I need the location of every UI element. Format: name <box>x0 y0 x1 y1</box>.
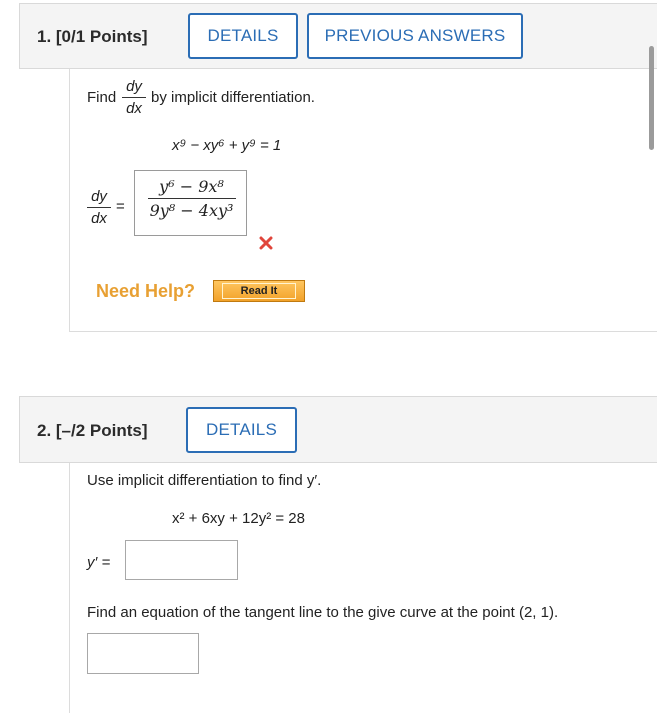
fraction-bar <box>148 198 236 199</box>
question-2-answer-label: y′ = <box>87 554 111 571</box>
scrollbar[interactable] <box>649 46 654 150</box>
question-2-title: 2. [–/2 Points] <box>37 421 148 440</box>
question-1-instruction-prefix: Find <box>87 89 117 106</box>
question-1-answer-fraction <box>143 177 240 220</box>
question-1-instruction-suffix: by implicit differentiation. <box>151 89 315 106</box>
question-2-equation: x² + 6xy + 12y² = 28 <box>172 510 305 527</box>
read-it-label: Read It <box>222 283 297 299</box>
question-1-instruction-fraction <box>122 78 146 117</box>
question-1-title: 1. [0/1 Points] <box>37 27 148 46</box>
question-2-instruction: Use implicit differentiation to find y′. <box>87 472 322 489</box>
fraction-bar <box>87 207 111 208</box>
question-2-answer-input[interactable] <box>125 540 238 580</box>
fraction-denominator: dx <box>91 210 107 227</box>
question-1-answer-box[interactable] <box>134 170 247 236</box>
question-1-answer-equals: = <box>116 198 125 215</box>
answer-denominator: 9y⁸ − 4xy³ <box>149 201 234 220</box>
question-2-tangent-input[interactable] <box>87 633 199 674</box>
question-1-previous-answers-button[interactable]: PREVIOUS ANSWERS <box>307 13 523 59</box>
question-2-body <box>69 463 657 713</box>
question-1-details-button[interactable]: DETAILS <box>188 13 298 59</box>
question-1-equation: x⁹ − xy⁶ + y⁹ = 1 <box>172 137 282 154</box>
question-1-answer-lhs <box>87 188 111 227</box>
question-2-tangent-instruction: Find an equation of the tangent line to the give curve at the point (2, 1). <box>87 604 559 621</box>
incorrect-x-icon <box>259 236 273 250</box>
fraction-bar <box>122 97 146 98</box>
fraction-numerator: dy <box>91 188 107 205</box>
question-2-details-button[interactable]: DETAILS <box>186 407 297 453</box>
fraction-numerator: dy <box>126 78 142 95</box>
need-help-label: Need Help? <box>96 281 196 301</box>
fraction-denominator: dx <box>126 100 142 117</box>
read-it-button[interactable] <box>213 280 305 302</box>
answer-numerator: y⁶ − 9x⁸ <box>159 177 224 196</box>
